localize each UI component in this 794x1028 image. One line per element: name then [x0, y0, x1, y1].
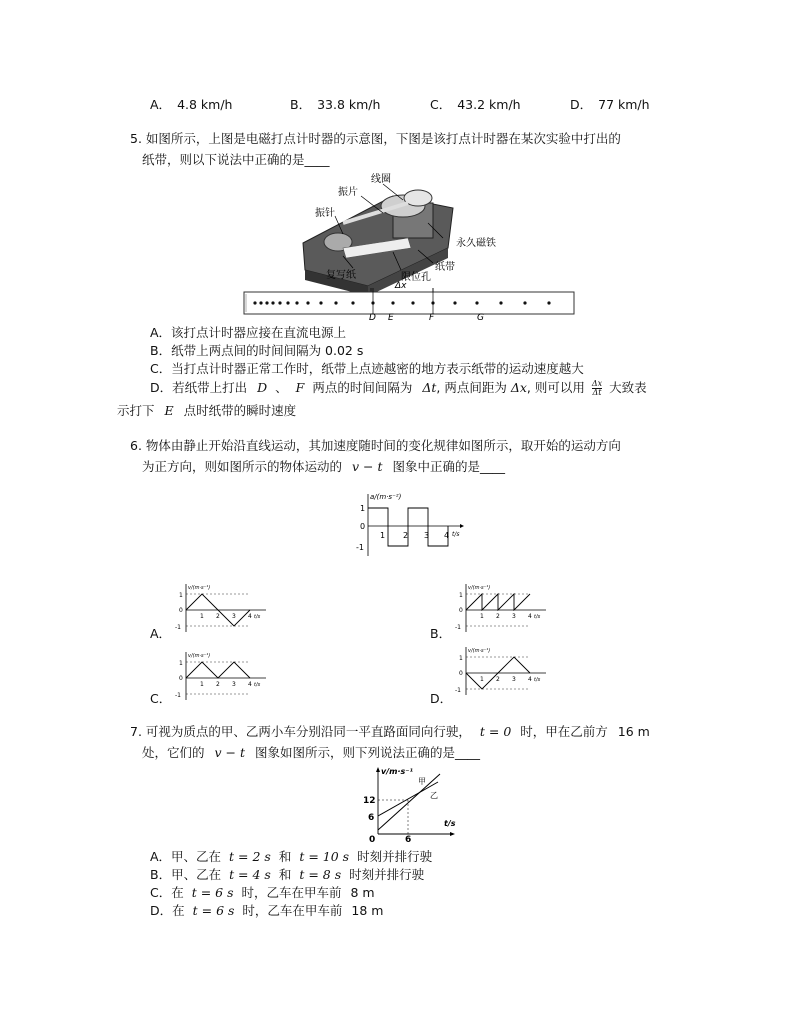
- v-y1: 1: [459, 655, 463, 662]
- v-xlabel: t/s: [254, 614, 261, 620]
- q6-label-d: D．: [430, 691, 453, 706]
- v-yn1: -1: [175, 692, 181, 699]
- q4-option-d: D． 77 km/h: [570, 97, 650, 112]
- tape-dot: [475, 301, 478, 304]
- q6-stem-line2: 为正方向，则如图所示的物体运动的 v − t 图象中正确的是____: [142, 459, 506, 474]
- label-tape: 纸带: [435, 262, 455, 273]
- tape-dot: [259, 301, 262, 304]
- v-t2: 2: [216, 681, 220, 688]
- q6-a-t-graph: [350, 490, 470, 560]
- label-coil: 线圈: [371, 174, 391, 185]
- v-y0: 0: [179, 607, 183, 614]
- q7-stem-line2: 处，它们的 v − t 图象如图所示，则下列说法正确的是____: [142, 745, 481, 760]
- tape-dot: [253, 301, 256, 304]
- q4-option-b: B． 33.8 km/h: [290, 97, 381, 112]
- v-t1: 1: [200, 613, 204, 620]
- tape-label-e: E: [388, 313, 394, 320]
- v-xlabel: t/s: [444, 819, 456, 828]
- label-magnet: 永久磁铁: [456, 238, 496, 249]
- tape-label-f: F: [429, 313, 435, 320]
- tape-dot: [547, 301, 550, 304]
- q5-option-d-line1: D．若纸带上打出 D 、 F 两点的时间间隔为 Δt, 两点间距为 Δx, 则可以用 $\frac{\Delta x}{\Delta t}$ 大致表: [150, 379, 647, 397]
- tape-dot: [391, 301, 394, 304]
- q5-figure-tape: [243, 288, 577, 320]
- label-hole: 限位孔: [401, 272, 431, 283]
- q6-label-a: A．: [150, 626, 172, 641]
- v-t3: 3: [512, 676, 516, 683]
- v-ylabel: v/(m·s⁻¹): [468, 648, 491, 654]
- v-y1: 1: [459, 592, 463, 599]
- tape-label-d: D: [369, 313, 376, 320]
- v-t3: 3: [232, 613, 236, 620]
- tape-dot: [319, 301, 322, 304]
- v-ylabel: v/(m·s⁻¹): [188, 653, 211, 659]
- v-t4: 4: [248, 613, 252, 620]
- a-t1: 1: [380, 531, 386, 540]
- v-yn1: -1: [175, 624, 181, 631]
- v-t4: 4: [248, 681, 252, 688]
- a-t4: 4: [444, 531, 450, 540]
- q5-option-b: B．纸带上两点间的时间间隔为 0.02 s: [150, 343, 364, 358]
- v-t2: 2: [496, 613, 500, 620]
- v-t2: 2: [496, 676, 500, 683]
- fraction: $\frac{\Delta x}{\Delta t}$: [591, 379, 603, 397]
- tape-dot: [265, 301, 268, 304]
- a-ylabel: a/(m·s⁻²): [370, 493, 402, 501]
- v-xlabel: t/s: [534, 677, 541, 683]
- tape-dot: [453, 301, 456, 304]
- label-jia: 甲: [418, 777, 426, 786]
- q4-option-a: A． 4.8 km/h: [150, 97, 233, 112]
- a-t2: 2: [403, 531, 409, 540]
- v-t1: 1: [200, 681, 204, 688]
- v-t1: 1: [480, 613, 484, 620]
- v-ylabel: v/(m·s⁻¹): [468, 585, 491, 591]
- q7-option-a: A．甲、乙在 t = 2 s 和 t = 10 s 时刻并排行驶: [150, 849, 433, 864]
- v-t3: 3: [232, 681, 236, 688]
- q5-option-d-line2: 示打下 E 点时纸带的瞬时速度: [117, 403, 297, 418]
- v-y1: 1: [179, 592, 183, 599]
- v-t3: 3: [512, 613, 516, 620]
- tape-dot: [295, 301, 298, 304]
- line-jia: [378, 782, 438, 816]
- v-t2: 2: [216, 613, 220, 620]
- q5-stem-line2: 纸带，则以下说法中正确的是____: [142, 152, 330, 167]
- v-y0: 0: [459, 607, 463, 614]
- tape-dot: [306, 301, 309, 304]
- a-yn1: -1: [356, 543, 364, 552]
- v-x0: 0: [369, 835, 376, 844]
- v-x6: 6: [405, 835, 412, 844]
- v-t4: 4: [528, 676, 532, 683]
- v-y0: 0: [459, 670, 463, 677]
- q5-stem-line1: 5. 如图所示，上图是电磁打点计时器的示意图，下图是该打点计时器在某次实验中打出的: [130, 131, 621, 146]
- tape-dot: [411, 301, 414, 304]
- q6-graph-a: [172, 582, 272, 634]
- a-y1: 1: [360, 504, 366, 513]
- tape-dot: [271, 301, 274, 304]
- q6-graph-d: [452, 645, 552, 697]
- v-y0: 0: [179, 675, 183, 682]
- tape-dot: [523, 301, 526, 304]
- v-xlabel: t/s: [534, 614, 541, 620]
- q7-option-c: C．在 t = 6 s 时，乙车在甲车前 8 m: [150, 885, 375, 900]
- q7-v-t-graph: [360, 764, 460, 844]
- v-y1: 1: [179, 660, 183, 667]
- q6-graph-c: [172, 650, 272, 702]
- line-yi: [378, 774, 440, 830]
- v-xlabel: t/s: [254, 682, 261, 688]
- v-t1: 1: [480, 676, 484, 683]
- label-yi: 乙: [430, 791, 438, 800]
- q5-option-a: A．该打点计时器应接在直流电源上: [150, 325, 347, 340]
- v-y12: 12: [363, 796, 376, 806]
- v-t4: 4: [528, 613, 532, 620]
- q6-graph-b: [452, 582, 552, 634]
- label-carbon: 复写纸: [326, 270, 356, 281]
- tape-dot: [334, 301, 337, 304]
- q4-option-c: C． 43.2 km/h: [430, 97, 521, 112]
- v-t-curve: [186, 662, 250, 678]
- v-yn1: -1: [455, 687, 461, 694]
- q6-label-c: C．: [150, 691, 172, 706]
- a-xlabel: t/s: [452, 531, 460, 538]
- tape-dot: [351, 301, 354, 304]
- tape-dot: [278, 301, 281, 304]
- tape-dot: [286, 301, 289, 304]
- q6-label-b: B．: [430, 626, 452, 641]
- label-reed: 振片: [338, 187, 358, 198]
- a-t3: 3: [424, 531, 430, 540]
- q5-option-c: C．当打点计时器正常工作时，纸带上点迹越密的地方表示纸带的运动速度越大: [150, 361, 584, 376]
- v-yn1: -1: [455, 624, 461, 631]
- q6-stem-line1: 6. 物体由静止开始沿直线运动，其加速度随时间的变化规律如图所示，取开始的运动方向: [130, 438, 621, 453]
- q7-option-d: D．在 t = 6 s 时，乙车在甲车前 18 m: [150, 903, 384, 918]
- v-ylabel: v/m·s⁻¹: [381, 767, 413, 776]
- v-y6: 6: [368, 813, 375, 823]
- a-t-curve: [368, 508, 448, 546]
- label-delta-x: Δx: [395, 281, 407, 291]
- v-ylabel: v/(m·s⁻¹): [188, 585, 211, 591]
- v-t-curve: [466, 594, 530, 610]
- a-y0: 0: [360, 522, 366, 531]
- q7-option-b: B．甲、乙在 t = 4 s 和 t = 8 s 时刻并排行驶: [150, 867, 425, 882]
- q7-stem-line1: 7. 可视为质点的甲、乙两小车分别沿同一平直路面同向行驶， t = 0 时，甲在乙前方 16 m: [130, 724, 650, 739]
- tape-dot: [499, 301, 502, 304]
- label-needle: 振针: [315, 208, 335, 219]
- tape-label-g: G: [477, 313, 484, 320]
